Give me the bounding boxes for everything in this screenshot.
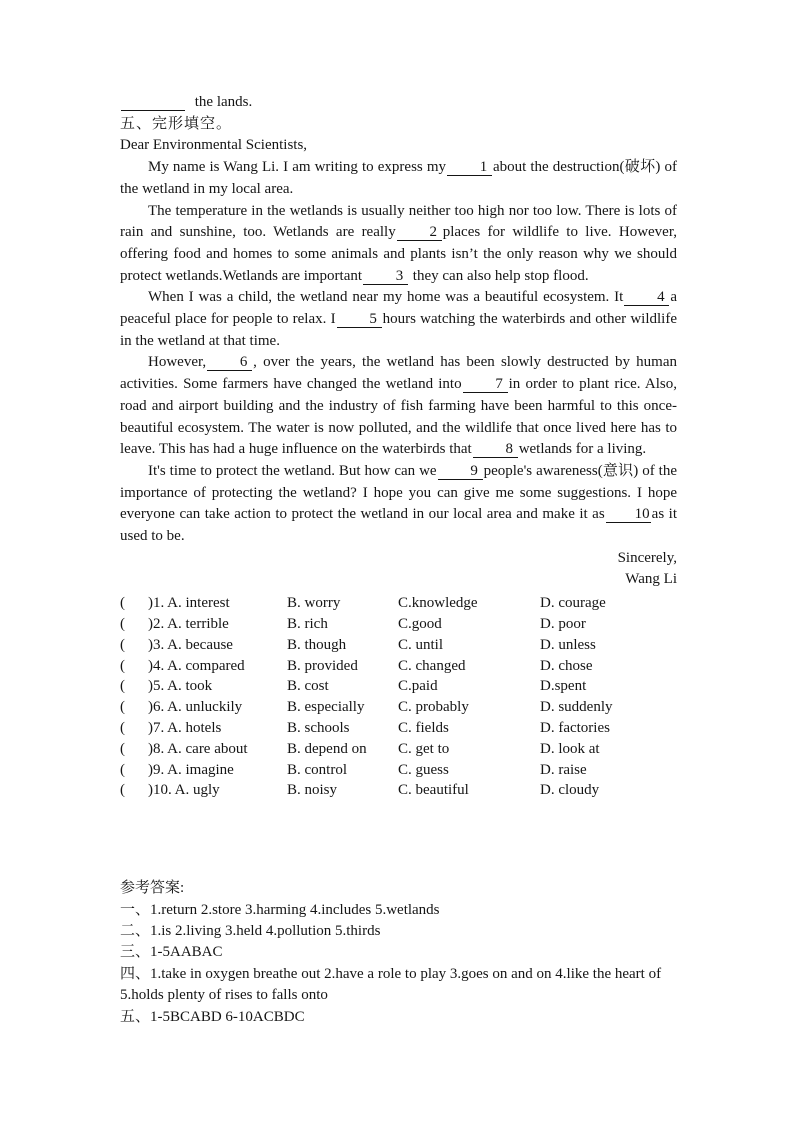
option-a: )6. A. unluckily (148, 699, 243, 716)
letter-paragraph: When I was a child, the wetland near my home was a beautiful ecosystem. It 4 a peaceful place for people to relax. I 5 hours watching the waterbirds and other wildlife in the wetland at that time. (120, 289, 677, 349)
option-row (120, 656, 677, 677)
option-b: B. provided (287, 657, 358, 674)
option-b: B. especially (287, 699, 365, 716)
option-a: )2. A. terrible (148, 615, 229, 632)
option-d: D. courage (540, 595, 606, 612)
option-row (120, 739, 677, 760)
letter-closing: Sincerely, (617, 549, 677, 566)
letter-paragraph: However, 6 , over the years, the wetland has been slowly destructed by human activities. Some farmers have changed the wetland into 7 in order to plant rice. Also, road and airport building and the industry of fish farming have been harmful to this once-beautiful ecosystem. The water is now polluted, and the wildlife that once lived here has to leave. This has had a huge influence on the waterbirds that 8 wetlands for a living. (120, 354, 677, 458)
cloze-blank: 10 (606, 506, 651, 523)
letter-paragraph: My name is Wang Li. I am writing to express my 1 about the destruction(破坏) of the wetland in my local area. (120, 159, 677, 197)
letter-salutation: Dear Environmental Scientists, (120, 137, 308, 154)
letter-paragraph: The temperature in the wetlands is usually neither too high nor too low. There is lots of rain and sunshine, too. Wetlands are really 2 places for wildlife to live. However, offering food and homes to some animals and plants isn’t the only reason why we should protect wetlands.Wetlands are important 3 they can also help stop flood. (120, 202, 677, 284)
option-a: )9. A. imagine (148, 761, 234, 778)
option-c: C. probably (398, 699, 469, 716)
option-d: D. look at (540, 740, 600, 757)
letter-signature: Wang Li (625, 571, 677, 588)
option-a: )4. A. compared (148, 657, 245, 674)
bracket-open: ( (120, 657, 125, 674)
option-c: C. guess (398, 761, 449, 778)
option-d: D.spent (540, 678, 587, 695)
bracket-open: ( (120, 761, 125, 778)
cloze-blank: 1 (447, 159, 492, 176)
option-b: B. control (287, 761, 347, 778)
option-row (120, 614, 677, 635)
option-b: B. rich (287, 615, 328, 632)
options-table (120, 593, 677, 801)
option-d: D. chose (540, 657, 593, 674)
cloze-blank: 7 (463, 376, 508, 393)
option-row (120, 780, 677, 801)
bracket-open: ( (120, 782, 125, 799)
option-c: C. changed (398, 657, 466, 674)
cloze-blank: 6 (207, 354, 252, 371)
option-c: C. until (398, 636, 444, 653)
cloze-blank (121, 94, 185, 111)
bracket-open: ( (120, 740, 125, 757)
document-page (120, 92, 677, 1028)
option-row (120, 635, 677, 656)
answer-lines (120, 900, 677, 1028)
option-b: B. cost (287, 678, 329, 695)
answer-key-heading: 参考答案: (120, 880, 185, 897)
option-d: D. poor (540, 615, 586, 632)
option-row (120, 718, 677, 739)
answer-line: 二、1.is 2.living 3.held 4.pollution 5.thirds (120, 922, 381, 939)
option-a: )1. A. interest (148, 595, 230, 612)
bracket-open: ( (120, 719, 125, 736)
bracket-open: ( (120, 615, 125, 632)
option-d: D. cloudy (540, 782, 600, 799)
section-heading: 五、完形填空。 (120, 115, 233, 132)
answer-line: 四、1.take in oxygen breathe out 2.have a role to play 3.goes on and on 4.like the heart of 5.holds plenty of rises to falls onto (120, 965, 662, 1004)
option-c: C. beautiful (398, 782, 469, 799)
option-c: C.paid (398, 678, 438, 695)
cloze-blank: 2 (397, 224, 442, 241)
bracket-open: ( (120, 678, 125, 695)
option-a: )3. A. because (148, 636, 233, 653)
option-c: C. get to (398, 740, 450, 757)
option-b: B. schools (287, 719, 350, 736)
option-d: D. suddenly (540, 699, 613, 716)
option-d: D. factories (540, 719, 610, 736)
option-c: C. fields (398, 719, 449, 736)
option-row (120, 697, 677, 718)
cloze-blank: 4 (624, 289, 669, 306)
option-b: B. worry (287, 595, 341, 612)
option-d: D. unless (540, 636, 596, 653)
answer-line: 三、1-5AABAC (120, 944, 223, 961)
letter-paragraphs (120, 157, 677, 548)
cloze-blank: 5 (337, 311, 382, 328)
option-b: B. noisy (287, 782, 338, 799)
option-b: B. depend on (287, 740, 367, 757)
answer-line: 五、1-5BCABD 6-10ACBDC (120, 1008, 305, 1025)
cloze-blank: 8 (473, 441, 518, 458)
option-row (120, 760, 677, 781)
bracket-open: ( (120, 595, 125, 612)
bracket-open: ( (120, 636, 125, 653)
option-a: )7. A. hotels (148, 719, 222, 736)
option-c: C.knowledge (398, 595, 478, 612)
option-d: D. raise (540, 761, 587, 778)
option-b: B. though (287, 636, 347, 653)
cloze-blank: 3 (363, 268, 408, 285)
option-row (120, 593, 677, 614)
option-a: )5. A. took (148, 678, 213, 695)
letter-paragraph: It's time to protect the wetland. But how can we 9 people's awareness(意识) of the importance of protecting the wetland? I hope you can give me some suggestions. I hope everyone can take action to protect the wetland in our local area and make it as 10 as it used to be. (120, 462, 678, 545)
answer-key-section (120, 878, 677, 1028)
bracket-open: ( (120, 699, 125, 716)
option-a: )8. A. care about (148, 740, 248, 757)
answer-line: 一、1.return 2.store 3.harming 4.includes 5.wetlands (120, 901, 440, 918)
cloze-blank: 9 (438, 463, 483, 480)
option-row (120, 676, 677, 697)
fragment-line: the lands. (120, 92, 677, 114)
option-a: )10. A. ugly (148, 782, 220, 799)
option-c: C.good (398, 615, 442, 632)
